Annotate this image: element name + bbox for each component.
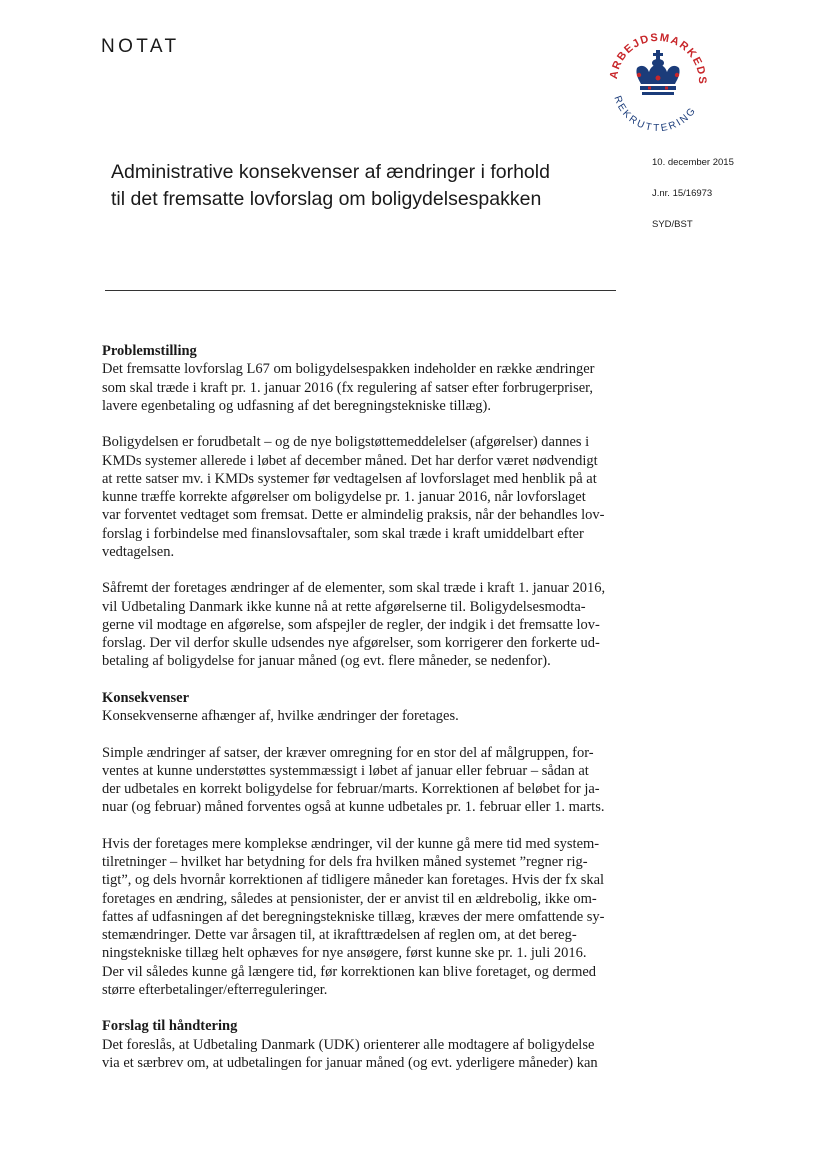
paragraph — [102, 433, 642, 561]
text-line: ventes at kunne understøttes systemmæssigt i løbet af januar eller februar – sådan at — [102, 762, 589, 779]
author-initials: SYD/BST — [652, 219, 693, 230]
text-line: Hvis der foretages mere komplekse ændringer, vil der kunne gå mere tid med system- — [102, 835, 600, 852]
text-line: Boligydelsen er forudbetalt – og de nye boligstøttemeddelelser (afgørelser) dannes i — [102, 434, 590, 451]
text-line: vedtagelsen. — [102, 543, 175, 560]
paragraph — [102, 744, 642, 817]
text-line: nuar (og februar) måned forventes også at kunne udbetales pr. 1. februar eller 1. marts. — [102, 799, 605, 816]
text-line: Konsekvenserne afhænger af, hvilke ændringer der foretages. — [102, 708, 459, 724]
document-body — [102, 342, 642, 1090]
text-line: KMDs systemer allerede i løbet af december måned. Det har derfor været nødvendigt — [102, 452, 598, 469]
section-heading: Konsekvenser — [102, 689, 189, 706]
text-line: forslag i forbindelse med finanslovsaftaler, som skal træde i kraft umiddelbart efter — [102, 525, 584, 542]
document-title — [111, 159, 611, 213]
document-title-line: til det fremsatte lovforslag om boligydelsespakken — [111, 188, 542, 210]
text-line: via et særbrev om, at udbetalingen for januar måned (og evt. yderligere måneder) kan — [102, 1054, 598, 1071]
text-line: fattes af udfasningen af det beregningstekniske tillæg, kræves der mere omfattende sy- — [102, 908, 605, 925]
text-line: tilretninger – hvilket har betydning for dels fra hvilken måned systemet ”regner rig- — [102, 854, 588, 870]
text-line: forslag. Der vil derfor skulle udsendes nye afgørelser, som korrigerer den forkerte ud- — [102, 635, 600, 651]
section-heading: Forslag til håndtering — [102, 1018, 238, 1035]
svg-text:REKRUTTERING: REKRUTTERING — [611, 94, 700, 135]
document-date: 10. december 2015 — [652, 157, 734, 168]
text-line: gerne vil modtage en afgørelse, som afspejler de regler, der indgik i det fremsatte lov- — [102, 616, 600, 633]
text-line: kunne træffe korrekte afgørelser om boligydelse pr. 1. januar 2016, når lovforslaget — [102, 489, 586, 505]
section-heading: Problemstilling — [102, 343, 197, 359]
text-line: som skal træde i kraft pr. 1. januar 2016 (fx regulering af satser efter forbrugerpriser, — [102, 379, 594, 396]
text-line: Såfremt der foretages ændringer af de elementer, som skal træde i kraft 1. januar 2016, — [102, 580, 606, 597]
text-line: tigt”, og dels hvornår korrektionen af tidligere måneder kan foretages. Hvis der fx skal — [102, 872, 605, 889]
text-line: Det foreslås, at Udbetaling Danmark (UDK) orienterer alle modtagere af boligydelse — [102, 1036, 595, 1053]
ministry-crown-logo — [603, 20, 713, 138]
text-line: Der vil således kunne gå længere tid, før korrektionen kan blive foretaget, og dermed — [102, 963, 597, 980]
paragraph — [102, 835, 642, 999]
text-line: Simple ændringer af satser, der kræver omregning for en stor del af målgruppen, for- — [102, 744, 594, 761]
text-line: betaling af boligydelse for januar måned (og evt. flere måneder, se nedenfor). — [102, 653, 551, 670]
text-line: lavere egenbetaling og udfasning af det beregningstekniske tillæg). — [102, 397, 491, 414]
text-line: der udbetales en korrekt boligydelse for februar/marts. Korrektionen af beløbet for ja- — [102, 781, 600, 797]
paragraph — [102, 707, 642, 725]
text-line: Det fremsatte lovforslag L67 om boligydelsespakken indeholder en række ændringer — [102, 361, 595, 378]
svg-text:ARBEJDSMARKEDS: ARBEJDSMARKEDS — [607, 31, 709, 86]
document-title-line: Administrative konsekvenser af ændringer i forhold — [111, 161, 550, 183]
text-line: ningstekniske tillæg helt ophæves for nye ansøgere, først kunne ske pr. 1. juli 2016. — [102, 945, 587, 962]
paragraph — [102, 1036, 642, 1073]
text-line: at rette satser mv. i KMDs systemer før vedtagelsen af lovforslaget med henblik på at — [102, 470, 597, 487]
text-line: stemændringer. Dette var årsagen til, at ikrafttrædelsen af reglen om, at det bereg- — [102, 927, 577, 943]
title-divider — [105, 290, 616, 291]
paragraph — [102, 579, 642, 670]
text-line: var forventet vedtaget som fremsat. Dette er almindelig praksis, når der behandles lov- — [102, 507, 605, 524]
text-line: vil Udbetaling Danmark ikke kunne nå at rette afgørelserne til. Boligydelsesmodta- — [102, 598, 586, 615]
text-line: foretages en ændring, således at pensionister, der er anvist til en ældrebolig, ikke om- — [102, 890, 597, 907]
text-line: større efterbetalinger/efterreguleringer. — [102, 981, 328, 998]
journal-number: J.nr. 15/16973 — [652, 188, 713, 199]
document-type-label: NOTAT — [101, 36, 180, 57]
paragraph — [102, 360, 642, 415]
